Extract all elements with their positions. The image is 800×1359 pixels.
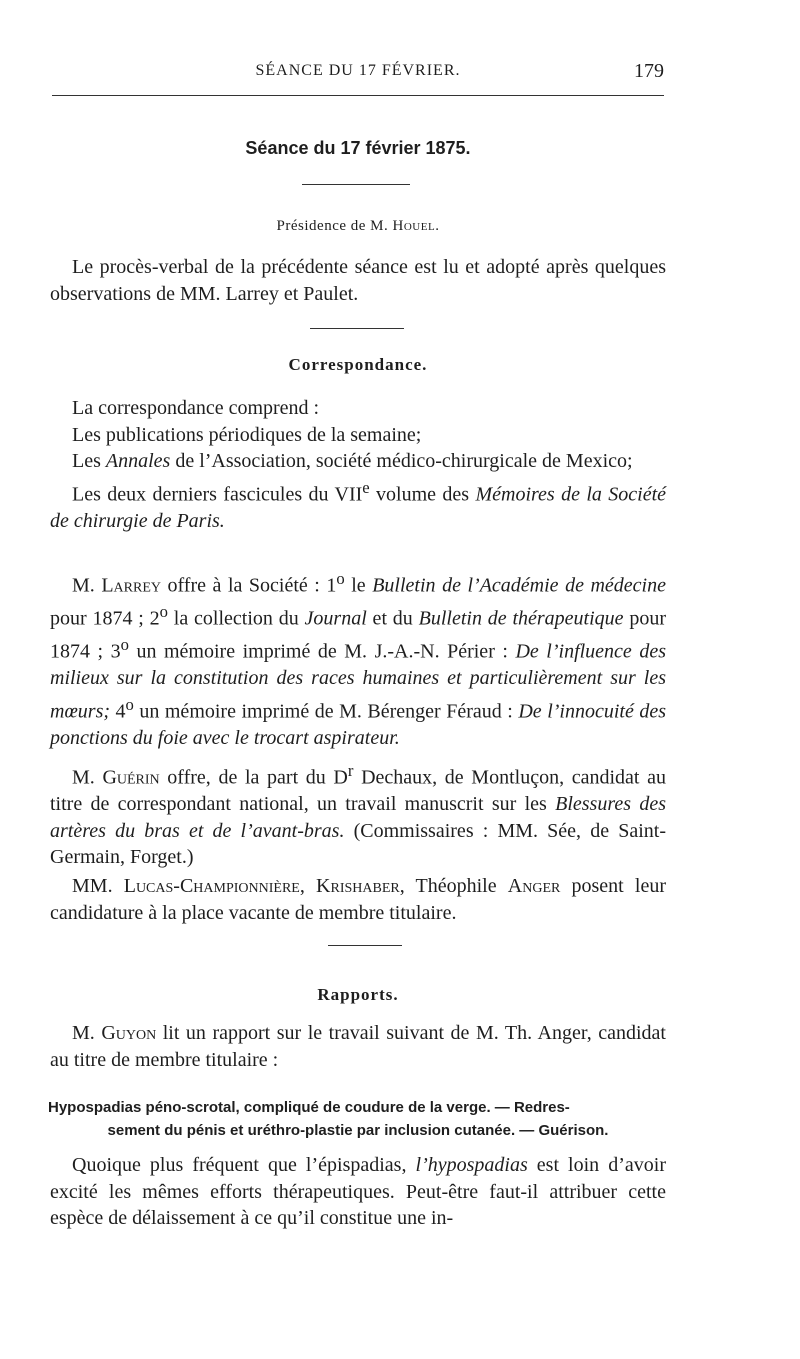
correspondance-item: Les publications périodiques de la semaine;: [72, 423, 422, 446]
report-body-paragraph: [50, 1152, 666, 1232]
session-title: Séance du 17 février 1875.: [245, 138, 471, 158]
guerin-paragraph: [50, 758, 666, 871]
paragraph-text: [50, 1020, 666, 1073]
text-run: un mémoire imprimé de M. Bérenger Féraud :: [133, 700, 519, 723]
text-run: posent leur candidature à la place vacante de membre titulaire.: [50, 875, 666, 924]
paragraph-text: [50, 873, 666, 926]
header-rule: [52, 95, 664, 96]
member-name: Krishaber: [316, 875, 400, 897]
superscript: o: [125, 694, 134, 714]
text-run: Dechaux, de Montluçon, candidat au titre de correspondant national, un travail manuscrit sur les: [50, 766, 666, 816]
journal-title: Annales: [105, 450, 171, 472]
text-run: pour 1874 ; 2: [50, 607, 160, 630]
text-run: , Théophile: [399, 875, 508, 897]
text-run: pour 1874 ; 3: [50, 607, 667, 663]
correspondance-item: [50, 448, 666, 475]
text-run: lit un rapport sur le travail suivant de M. Th. Anger, candidat au titre de membre titulaire :: [50, 1022, 666, 1071]
rapports-heading: Rapports.: [317, 985, 399, 1004]
term: l’hypospadias: [415, 1154, 528, 1176]
member-name: Lucas-Championnière: [123, 875, 300, 897]
correspondance-list: [50, 395, 666, 534]
member-name: Guérin: [102, 766, 160, 789]
presidence-line: [52, 218, 664, 235]
paragraph-text: [50, 566, 666, 752]
superscript: o: [120, 635, 129, 655]
superscript: o: [159, 602, 168, 622]
member-name: Anger: [507, 875, 561, 897]
member-name: Guyon: [101, 1022, 157, 1044]
text-run: un mémoire imprimé de M. J.-A.-N. Périer :: [128, 640, 516, 663]
title-rule: [302, 184, 410, 185]
superscript: o: [336, 569, 345, 588]
running-head: [52, 60, 664, 86]
running-title: SÉANCE DU 17 FÉVRIER.: [255, 62, 461, 79]
text-run: ,: [299, 875, 317, 897]
report-subtitle-line: Hypospadias péno-scrotal, compliqué de coudure de la verge. — Redres-: [48, 1099, 570, 1116]
page-number: 179: [634, 60, 664, 82]
section-rule: [328, 945, 402, 946]
text-run: le: [344, 574, 373, 597]
text-run: offre, de la part du D: [159, 766, 348, 789]
report-subtitle-line: sement du pénis et uréthro-plastie par inclusion cutanée. — Guérison.: [107, 1122, 609, 1139]
paragraph-text: [50, 1152, 666, 1232]
work-title: Blessures des artères du bras et de l’avant-bras.: [50, 793, 667, 842]
text-run: M.: [72, 574, 102, 597]
superscript: r: [347, 761, 354, 780]
rapport-intro-paragraph: [50, 1020, 666, 1073]
work-title: De l’influence des milieux sur la constitution des races humaines et particulièrement sur les mœurs;: [50, 640, 666, 723]
member-name: Larrey: [101, 574, 161, 597]
text-run: et du: [366, 607, 419, 630]
report-subtitle: [48, 1096, 668, 1142]
section-rule: [310, 328, 404, 329]
candidates-paragraph: [50, 873, 666, 926]
text-run: de l’Association, société médico-chirurgicale de Mexico;: [170, 450, 633, 472]
minutes-paragraph: [50, 254, 666, 307]
work-title: De l’innocuité des ponctions du foie avec le trocart aspirateur.: [50, 700, 667, 750]
text-run: Quoique plus fréquent que l’épispadias,: [72, 1154, 416, 1176]
text-run: Les: [72, 450, 106, 472]
text-run: offre à la Société : 1: [160, 574, 337, 597]
correspondance-intro: La correspondance comprend :: [72, 397, 320, 419]
minutes-text: Le procès-verbal de la précédente séance est lu et adopté après quelques observations de MM. Larrey et Paulet.: [50, 256, 666, 305]
larrey-paragraph: [50, 566, 666, 752]
journal-title: Bulletin de l’Académie de médecine: [372, 574, 666, 597]
correspondance-heading: Correspondance.: [288, 355, 428, 374]
text-run: 4: [110, 700, 126, 723]
journal-title: Journal: [304, 607, 367, 630]
text-run: M.: [72, 766, 103, 789]
text-run: la collection du: [167, 607, 305, 630]
text-run: M.: [72, 1022, 102, 1044]
text-run: Les deux derniers fascicules du VII: [72, 483, 363, 506]
presidence-prefix: Présidence de M.: [276, 218, 393, 234]
text-run: (Commissaires : MM. Sée, de Saint-Germain, Forget.): [50, 819, 667, 869]
text-run: volume des: [369, 483, 476, 506]
president-name: Houel: [392, 218, 436, 234]
journal-title: Bulletin de thérapeutique: [418, 607, 624, 630]
superscript: e: [362, 477, 370, 497]
presidence-suffix: .: [435, 218, 440, 234]
text-run: MM.: [72, 875, 124, 897]
paragraph-text: [50, 758, 666, 871]
text-run: est loin d’avoir excité les mêmes efforts thérapeutiques. Peut-être faut-il attribuer cette espèce de délaissement à ce qu’il constitue une in-: [50, 1154, 666, 1229]
journal-title: Mémoires de la Société de chirurgie de Paris.: [50, 483, 667, 532]
correspondance-item: [50, 475, 666, 535]
